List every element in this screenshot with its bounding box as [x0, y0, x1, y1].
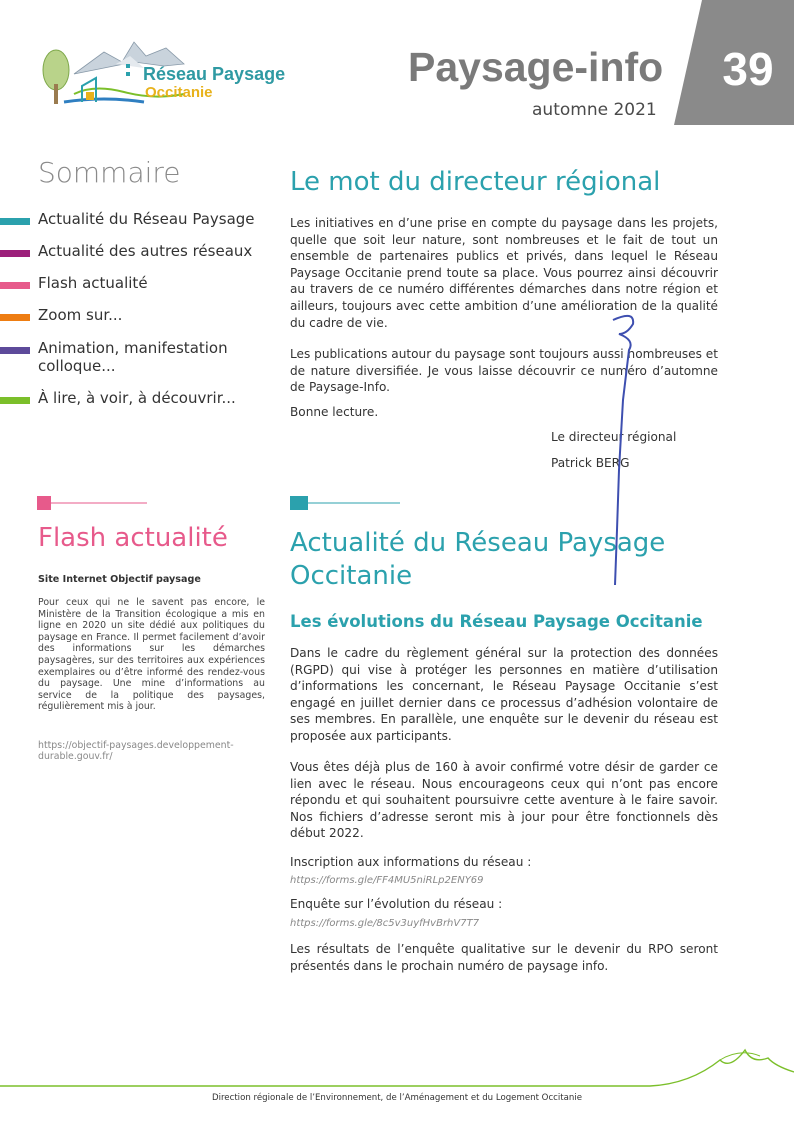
reseau-section-marker [290, 496, 400, 510]
toc-color-bar [0, 347, 30, 354]
brand-name: Réseau Paysage [143, 64, 286, 84]
inscription-label: Inscription aux informations du réseau : [290, 855, 532, 869]
flash-body: Pour ceux qui ne le savent pas encore, le Ministère de la Transition écologique a mis en ligne en 2020 un site dédié aux politiques du paysage en France. Il permet facilement d’avoir des informations sur les démarches paysagères, sur des territoires aux expériences exemplaires ou d’être informé des rendez-vous du paysage. Une mine d’informations au service de la politique des paysages, régulièrement mis à jour. [38, 597, 265, 713]
toc-item-a-lire[interactable] [0, 389, 268, 407]
toc-item-reseau[interactable] [0, 210, 268, 228]
reseau-subtitle: Les évolutions du Réseau Paysage Occitanie [290, 612, 703, 631]
reseau-paragraph: Dans le cadre du règlement général sur la protection des données (RGPD) qui vise à protéger les personnes en matière d’utilisation d’informations les concernant, le Réseau Paysage Occitanie s’est engagé en juillet dernier dans ce processus d’adhésion volontaire de ses membres. En parallèle, une enquête sur le devenir du réseau est proposée aux participants. [290, 646, 718, 743]
director-paragraph: Les publications autour du paysage sont toujours aussi nombreuses et de nature diversifiée. Je vous laisse découvrir ce numéro d’automne de Paysage-Info. [290, 347, 718, 395]
publication-season: automne 2021 [532, 100, 657, 120]
flash-link[interactable]: https://objectif-paysages.developpement-durable.gouv.fr/ [38, 740, 234, 763]
director-closing: Bonne lecture. [290, 405, 379, 419]
toc-color-bar [0, 314, 30, 321]
director-paragraph: Les initiatives en d’une prise en compte du paysage dans les projets, quelle que soit leur nature, sont nombreuses et le fait de tout un ensemble de partenaires publics et privés, dans lequel le Réseau Paysage Occitanie prend toute sa place. Vous pourrez ainsi découvrir au travers de ce numéro différentes démarches dans notre région et ailleurs, toujours avec cette ambition d’une amélioration de la qualité du cadre de vie. [290, 216, 718, 330]
enquete-link[interactable]: https://forms.gle/8c5v3uyfHvBrhV7T7 [290, 918, 480, 929]
flash-section-marker [37, 496, 147, 510]
director-name: Patrick BERG [551, 456, 630, 470]
toc-item-zoom[interactable] [0, 306, 268, 324]
toc-color-bar [0, 218, 30, 225]
toc-label: Zoom sur... [38, 306, 123, 324]
inscription-link[interactable]: https://forms.gle/FF4MU5niRLp2ENY69 [290, 875, 484, 886]
toc-item-flash[interactable] [0, 274, 268, 292]
toc-label: À lire, à voir, à découvrir... [38, 389, 236, 407]
toc-color-bar [0, 282, 30, 289]
flash-subtitle: Site Internet Objectif paysage [38, 574, 201, 585]
toc-label: Actualité du Réseau Paysage [38, 210, 255, 228]
flash-title: Flash actualité [38, 523, 228, 553]
brand-region: Occitanie [145, 84, 213, 101]
toc-label: Animation, manifestation colloque... [38, 339, 228, 375]
toc-color-bar [0, 250, 30, 257]
footer-grass-decoration [0, 1040, 794, 1090]
sommaire-title: Sommaire [38, 156, 181, 189]
director-title: Le mot du directeur régional [290, 167, 661, 197]
reseau-title: Actualité du Réseau Paysage Occitanie [290, 528, 666, 591]
toc-label: Flash actualité [38, 274, 148, 292]
reseau-paragraph: Vous êtes déjà plus de 160 à avoir confirmé votre désir de garder ce lien avec le réseau. Nous encourageons ceux qui n’ont pas encore répondu et qui souhaitent poursuivre cette aventure à le faire savoir. Nos fichiers d’adresse seront mis à jour pour être fonctionnels dès début 2022. [290, 760, 718, 841]
reseau-paragraph: Les résultats de l’enquête qualitative sur le devenir du RPO seront présentés dans le prochain numéro de paysage info. [290, 942, 718, 973]
toc-color-bar [0, 397, 30, 404]
publication-title: Paysage-info [408, 44, 664, 90]
footer-text: Direction régionale de l’Environnement, de l’Aménagement et du Logement Occitanie [211, 1093, 583, 1103]
toc-item-autres-reseaux[interactable] [0, 242, 268, 260]
issue-number: 39 [722, 43, 774, 95]
enquete-label: Enquête sur l’évolution du réseau : [290, 897, 503, 911]
toc-item-animation[interactable] [0, 339, 238, 375]
director-role: Le directeur régional [551, 430, 677, 444]
toc-label: Actualité des autres réseaux [38, 242, 253, 260]
